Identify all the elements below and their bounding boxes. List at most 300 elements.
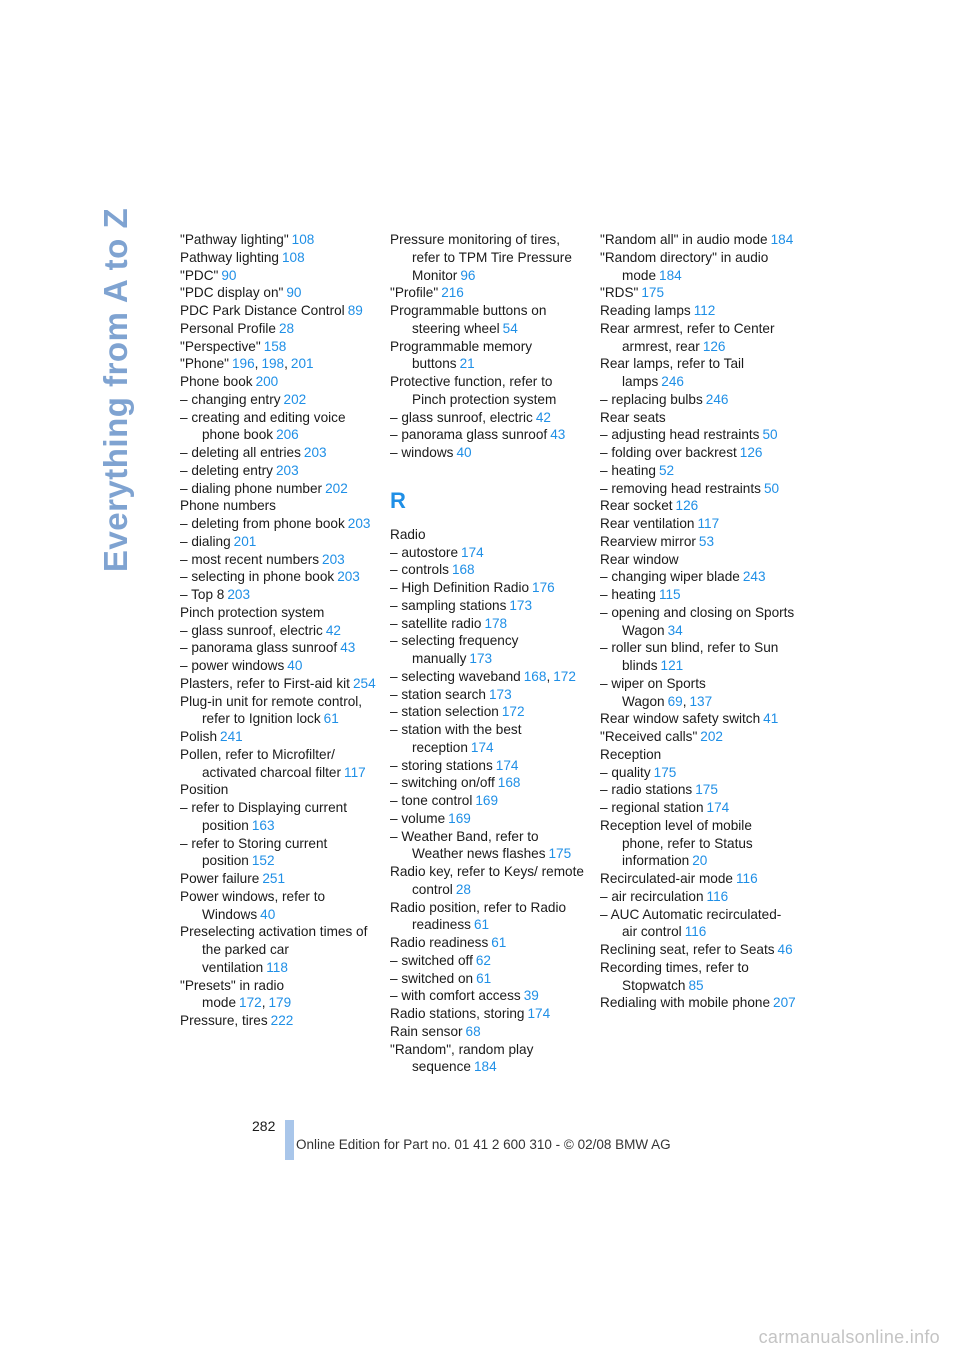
index-entry [390, 444, 586, 462]
index-entry [600, 710, 796, 728]
index-entry-term: Rear window safety switch [600, 711, 761, 727]
page-reference-link[interactable]: 46 [777, 942, 793, 957]
page-reference-link[interactable]: 203 [303, 445, 327, 460]
index-entry-term: Pressure, tires [180, 1013, 268, 1028]
index-entry-term: Power failure [180, 871, 260, 886]
index-entry [390, 668, 586, 686]
index-entry [600, 604, 796, 640]
index-entry [600, 959, 796, 995]
index-entry-term: PDC Park Distance Control [180, 303, 345, 318]
page-reference-link[interactable]: 126 [702, 338, 726, 354]
index-entry-term: Phone numbers [180, 498, 276, 514]
page-reference-link[interactable]: 53 [698, 533, 715, 549]
index-entry [390, 561, 586, 579]
index-entry [600, 231, 796, 249]
index-entry [180, 515, 376, 533]
index-entry-term: – heating [600, 462, 656, 478]
page-reference-link[interactable]: 173 [469, 651, 493, 666]
index-entry-term: – power windows [180, 658, 285, 673]
index-entry-term: Rear socket [600, 498, 673, 514]
page-reference-link[interactable]: 203 [322, 551, 345, 567]
index-entry-term: – changing entry [180, 391, 281, 407]
index-entry-term: "Random directory" in audio mode [600, 249, 769, 283]
index-entry [390, 686, 586, 704]
page-reference-link[interactable]: 54 [502, 320, 518, 336]
index-entry [600, 462, 796, 480]
page-reference-link[interactable]: 42 [325, 622, 341, 638]
page-reference-link[interactable]: 43 [340, 640, 356, 656]
page-reference-link[interactable]: 39 [523, 988, 539, 1004]
page-reference-link[interactable]: 126 [739, 445, 763, 460]
index-entry [180, 320, 376, 338]
index-entry [600, 391, 796, 409]
index-entry-term: – switching on/off [390, 775, 495, 791]
index-column-1 [180, 231, 376, 1030]
page-reference-link[interactable]: 198 [261, 356, 285, 372]
page-reference-link[interactable]: 41 [763, 711, 779, 727]
page-reference-link[interactable]: 90 [221, 267, 237, 283]
page-reference-link[interactable]: 184 [473, 1059, 497, 1075]
page-reference-link[interactable]: 216 [441, 285, 464, 301]
index-entry-term: – heating [600, 587, 656, 602]
page-reference-link[interactable]: 96 [460, 267, 476, 283]
index-entry-term: – Weather Band, refer to Weather news flashes [390, 828, 546, 862]
index-entry [180, 551, 376, 569]
page-reference-link[interactable]: 69 [667, 693, 683, 709]
index-entry-term: – sampling stations [390, 597, 507, 613]
index-entry-term: – windows [390, 445, 454, 460]
index-entry [180, 373, 376, 391]
section-letter-heading: R [390, 487, 406, 513]
index-entry-term: – selecting frequency manually [390, 633, 519, 666]
index-entry-term: Rain sensor [390, 1023, 463, 1039]
index-entry [180, 728, 376, 746]
index-entry-term: "Presets" in radio mode [180, 977, 285, 1011]
index-entry [600, 444, 796, 462]
index-entry [180, 267, 376, 285]
index-entry-term: Rear window [600, 551, 679, 567]
index-entry [180, 923, 376, 976]
index-entry-term: – satellite radio [390, 615, 482, 631]
index-entry [180, 693, 376, 729]
page-reference-link[interactable]: 172 [501, 704, 525, 720]
index-entry-term: Preselecting activation times of the parked car ventilation [180, 924, 368, 975]
page-reference-link[interactable]: 173 [509, 597, 533, 613]
index-entry [180, 338, 376, 356]
page-separator: , [682, 693, 687, 709]
page-reference-link[interactable]: 108 [282, 249, 305, 265]
page-reference-link[interactable]: 174 [706, 800, 730, 815]
page-reference-link[interactable]: 246 [705, 391, 729, 407]
page-reference-link[interactable]: 207 [773, 995, 796, 1011]
index-entry [180, 657, 376, 675]
index-entry-term: – tone control [390, 793, 473, 808]
page-reference-link[interactable]: 174 [461, 544, 484, 560]
page-reference-link[interactable]: 21 [459, 356, 475, 372]
index-entry [390, 1041, 586, 1077]
page-reference-link[interactable]: 176 [532, 580, 555, 595]
index-entry [180, 799, 376, 835]
page-reference-link[interactable]: 152 [251, 853, 275, 869]
index-entry-term: Rearview mirror [600, 533, 696, 549]
index-entry [180, 639, 376, 657]
index-entry [600, 994, 796, 1012]
page-reference-link[interactable]: 89 [347, 303, 363, 318]
index-entry-term: – switched off [390, 952, 473, 968]
index-entry [390, 863, 586, 899]
index-entry [180, 835, 376, 871]
page-reference-link[interactable]: 20 [692, 853, 708, 869]
index-entry-term: – air recirculation [600, 888, 704, 904]
index-entry-term: – autostore [390, 544, 459, 560]
index-entry [390, 774, 586, 792]
index-entry [180, 870, 376, 888]
page-reference-link[interactable]: 116 [706, 888, 729, 904]
index-entry [390, 373, 586, 409]
page-reference-link[interactable]: 117 [697, 516, 720, 531]
index-entry-term: – removing head restraints [600, 480, 761, 496]
index-entry-term: Phone book [180, 374, 253, 389]
footer-accent-bar [285, 1120, 294, 1160]
index-entry-term: Rear ventilation [600, 516, 695, 531]
page-separator: , [254, 356, 259, 372]
index-entry [180, 622, 376, 640]
index-entry [390, 284, 586, 302]
index-entry-term: Pollen, refer to Microfilter/ activated charcoal filter [180, 746, 342, 780]
index-entry-term: – controls [390, 562, 449, 578]
page-reference-link[interactable]: 169 [475, 793, 499, 808]
index-entry-term: – station selection [390, 704, 499, 720]
page-reference-link[interactable]: 28 [278, 320, 295, 336]
page-reference-link[interactable]: 178 [484, 615, 508, 631]
index-entry [180, 746, 376, 782]
page-reference-link[interactable]: 175 [653, 764, 677, 780]
page-reference-link[interactable]: 172 [239, 995, 262, 1011]
page-reference-link[interactable]: 90 [286, 285, 302, 301]
index-entry [600, 728, 796, 746]
index-entry [600, 480, 796, 498]
page-reference-link[interactable]: 243 [742, 569, 766, 585]
page-reference-link[interactable]: 241 [220, 729, 243, 744]
page-reference-link[interactable]: 172 [553, 668, 576, 684]
index-entry [390, 302, 586, 338]
watermark: carmanualsonline.info [758, 1327, 940, 1347]
index-entry [390, 952, 586, 970]
index-entry-term: – dialing phone number [180, 480, 323, 496]
index-entry [180, 604, 376, 622]
index-entry [180, 586, 376, 604]
index-entry-term: – with comfort access [390, 988, 521, 1004]
index-entry-term: Plasters, refer to First-aid kit [180, 675, 350, 691]
page-reference-link[interactable]: 184 [770, 232, 794, 247]
index-entry-term: Reception level of mobile phone, refer to Status information [600, 817, 753, 869]
page-reference-link[interactable]: 173 [488, 686, 512, 702]
index-entry-term: Rear lamps, refer to Tail lamps [600, 356, 745, 389]
index-entry [180, 409, 376, 445]
page-reference-link[interactable]: 202 [283, 391, 307, 407]
index-entry [600, 870, 796, 888]
index-entry-term: – replacing bulbs [600, 391, 703, 407]
index-entry [600, 781, 796, 799]
page-reference-link[interactable]: 203 [347, 516, 371, 531]
index-entry [180, 462, 376, 480]
index-entry [600, 746, 796, 764]
index-entry-term: "RDS" [600, 285, 639, 301]
page-reference-link[interactable]: 174 [495, 757, 519, 773]
page-reference-link[interactable]: 116 [735, 871, 758, 886]
index-entry [600, 639, 796, 675]
page-reference-link[interactable]: 196 [231, 356, 255, 372]
index-entry-term: Recording times, refer to Stopwatch [600, 959, 749, 993]
page-reference-link[interactable]: 175 [641, 285, 665, 301]
page-reference-link[interactable]: 201 [290, 356, 314, 372]
index-entry-term: – opening and closing on Sports Wagon [600, 604, 795, 638]
page-reference-link[interactable]: 61 [476, 970, 492, 986]
index-entry [600, 320, 796, 356]
index-entry-term: – deleting entry [180, 462, 273, 478]
index-entry-term: Programmable memory buttons [390, 338, 533, 372]
index-entry-term: "Random", random play sequence [390, 1041, 534, 1075]
page-reference-link[interactable]: 40 [287, 658, 303, 673]
index-entry-term: – quality [600, 764, 651, 780]
page-reference-link[interactable]: 168 [523, 668, 547, 684]
page-reference-link[interactable]: 121 [660, 658, 684, 673]
index-entry-term: – Top 8 [180, 587, 225, 602]
index-entry-term: – wiper on Sports Wagon [600, 675, 706, 709]
index-entry-term: "Profile" [390, 285, 439, 301]
page-reference-link[interactable]: 43 [550, 427, 566, 443]
index-entry-term: – dialing [180, 533, 231, 549]
index-entry [180, 1012, 376, 1030]
index-entry-term: – radio stations [600, 782, 693, 798]
page-reference-link[interactable]: 202 [700, 729, 723, 744]
page-reference-link[interactable]: 61 [473, 917, 490, 933]
index-entry [600, 906, 796, 942]
page-reference-link[interactable]: 62 [475, 952, 491, 968]
page-reference-link[interactable]: 116 [684, 924, 707, 940]
index-entry-term: Reclining seat, refer to Seats [600, 942, 775, 957]
page-reference-link[interactable]: 42 [535, 409, 551, 425]
page-reference-link[interactable]: 85 [688, 977, 704, 993]
index-entry-term: – switched on [390, 970, 474, 986]
page-reference-link[interactable]: 168 [451, 562, 475, 578]
page-reference-link[interactable]: 251 [262, 871, 286, 886]
index-entry [600, 497, 796, 515]
page-reference-link[interactable]: 50 [763, 480, 780, 496]
page-reference-link[interactable]: 168 [497, 775, 521, 791]
index-entry-term: Reception [600, 746, 662, 762]
index-entry-term: – volume [390, 810, 446, 826]
page-reference-link[interactable]: 246 [661, 374, 684, 389]
index-entry-term: – deleting all entries [180, 445, 301, 460]
index-entry [600, 515, 796, 533]
index-entry [390, 632, 586, 668]
index-entry-term: – station with the best reception [390, 722, 522, 755]
index-entry-term: – glass sunroof, electric [180, 622, 323, 638]
index-entry [390, 1005, 586, 1023]
index-entry-term: – panorama glass sunroof [390, 427, 548, 443]
index-entry-term: "Received calls" [600, 729, 698, 744]
index-entry-term: – adjusting head restraints [600, 427, 760, 443]
page-reference-link[interactable]: 50 [762, 427, 778, 443]
index-entry-term: Radio key, refer to Keys/ remote control [390, 864, 584, 897]
index-entry [180, 781, 376, 799]
index-entry-term: Polish [180, 729, 218, 744]
page-reference-link[interactable]: 201 [233, 533, 257, 549]
page-reference-link[interactable]: 118 [266, 959, 288, 975]
index-entry [180, 231, 376, 249]
page-separator: , [261, 995, 266, 1011]
index-entry [600, 409, 796, 427]
page-reference-link[interactable]: 184 [659, 267, 682, 283]
page-reference-link[interactable]: 203 [227, 587, 251, 602]
index-entry [600, 764, 796, 782]
index-entry-term: – High Definition Radio [390, 580, 530, 595]
index-entry [180, 568, 376, 586]
footer-edition-text: Online Edition for Part no. 01 41 2 600 310 - © 02/08 BMW AG [296, 1137, 671, 1152]
index-entry [390, 1023, 586, 1041]
page-reference-link[interactable]: 202 [325, 480, 348, 496]
page-reference-link[interactable]: 34 [667, 622, 683, 638]
index-entry [390, 970, 586, 988]
index-entry-term: Radio [390, 526, 426, 542]
index-entry [180, 302, 376, 320]
index-entry [180, 391, 376, 409]
index-entry-term: Plug-in unit for remote control, refer to Ignition lock [180, 693, 363, 727]
page-reference-link[interactable]: 108 [291, 232, 315, 247]
index-entry [180, 533, 376, 551]
index-entry-term: – refer to Displaying current position [180, 800, 347, 833]
page-reference-link[interactable]: 52 [658, 462, 675, 478]
page-reference-link[interactable]: 61 [323, 711, 339, 727]
index-entry [390, 544, 586, 562]
index-entry [390, 828, 586, 864]
page-separator: , [284, 356, 288, 372]
index-entry-term: Pressure monitoring of tires, refer to TPM Tire Pressure Monitor [390, 232, 572, 283]
index-entry [390, 231, 586, 284]
index-entry-term: – deleting from phone book [180, 516, 345, 531]
index-entry-term: "PDC display on" [180, 285, 284, 301]
index-entry [390, 792, 586, 810]
index-entry-term: – folding over backrest [600, 445, 737, 460]
index-entry-term: – AUC Automatic recirculated-air control [600, 906, 782, 940]
index-entry [600, 426, 796, 444]
index-entry [390, 426, 586, 444]
side-section-title: Everything from A to Z [97, 207, 134, 573]
page-reference-link[interactable]: 254 [352, 675, 376, 691]
index-entry [390, 579, 586, 597]
index-entry [180, 480, 376, 498]
index-entry [390, 721, 586, 757]
index-entry [600, 568, 796, 586]
index-entry-term: – regional station [600, 800, 704, 815]
page-number: 282 [252, 1118, 276, 1134]
index-entry [390, 409, 586, 427]
page-reference-link[interactable]: 68 [465, 1023, 481, 1039]
page-reference-link[interactable]: 222 [270, 1013, 294, 1028]
index-entry-term: – most recent numbers [180, 551, 320, 567]
index-entry [390, 526, 586, 544]
index-entry [600, 533, 796, 551]
index-entry [390, 597, 586, 615]
index-entry [180, 888, 376, 924]
index-entry [390, 987, 586, 1005]
index-entry [390, 338, 586, 374]
index-entry-term: "Random all" in audio mode [600, 232, 768, 247]
page-reference-link[interactable]: 158 [263, 338, 287, 354]
page-reference-link[interactable]: 175 [695, 782, 718, 798]
index-entry [390, 899, 586, 935]
page-reference-link[interactable]: 179 [268, 995, 292, 1011]
index-entry-term: – panorama glass sunroof [180, 640, 338, 656]
index-entry-term: – roller sun blind, refer to Sun blinds [600, 640, 779, 673]
page-reference-link[interactable]: 117 [344, 764, 366, 780]
index-entry-term: Programmable buttons on steering wheel [390, 303, 547, 336]
index-entry-term: Recirculated-air mode [600, 871, 733, 886]
page-reference-link[interactable]: 163 [251, 817, 275, 833]
page-reference-link[interactable]: 137 [689, 693, 713, 709]
index-entry [600, 675, 796, 711]
index-entry-term: Reading lamps [600, 303, 691, 318]
index-entry-term: "PDC" [180, 267, 219, 283]
page-reference-link[interactable]: 174 [470, 739, 494, 755]
index-entry-term: – selecting waveband [390, 668, 521, 684]
index-entry [180, 675, 376, 693]
index-entry-term: Rear armrest, refer to Center armrest, rear [600, 320, 775, 354]
page-separator: , [546, 668, 551, 684]
index-column-3 [600, 231, 796, 1012]
index-entry [180, 284, 376, 302]
page-reference-link[interactable]: 175 [548, 846, 572, 862]
index-entry-term: Pathway lighting [180, 249, 279, 265]
page-reference-link[interactable]: 174 [527, 1006, 551, 1021]
index-entry [600, 799, 796, 817]
page-reference-link[interactable]: 115 [658, 587, 681, 602]
index-entry [600, 302, 796, 320]
index-entry [390, 934, 586, 952]
index-entry-term: "Pathway lighting" [180, 232, 289, 247]
index-entry [600, 941, 796, 959]
index-entry [600, 355, 796, 391]
index-entry [390, 810, 586, 828]
index-entry-term: Position [180, 782, 229, 798]
index-entry-term: Protective function, refer to Pinch protection system [390, 374, 557, 407]
page-reference-link[interactable]: 61 [491, 935, 507, 950]
index-entry [390, 757, 586, 775]
index-entry [390, 703, 586, 721]
index-entry-term: Personal Profile [180, 320, 276, 336]
index-entry-term: – station search [390, 686, 486, 702]
index-entry-term: Power windows, refer to Windows [180, 888, 326, 922]
index-entry [600, 284, 796, 302]
page-reference-link[interactable]: 40 [260, 906, 276, 922]
index-entry [600, 888, 796, 906]
index-entry [600, 249, 796, 285]
index-entry [600, 551, 796, 569]
page-reference-link[interactable]: 40 [456, 445, 472, 460]
page-reference-link[interactable]: 203 [275, 462, 299, 478]
page-reference-link[interactable]: 203 [337, 569, 360, 585]
page-reference-link[interactable]: 206 [276, 427, 299, 443]
page-reference-link[interactable]: 126 [675, 498, 699, 514]
page-reference-link[interactable]: 28 [455, 881, 471, 897]
index-entry-term: Radio readiness [390, 935, 489, 950]
page-reference-link[interactable]: 200 [255, 374, 279, 389]
index-column-2 [390, 231, 586, 1076]
index-entry [180, 355, 376, 373]
page-reference-link[interactable]: 112 [693, 303, 716, 318]
page-reference-link[interactable]: 169 [448, 810, 471, 826]
